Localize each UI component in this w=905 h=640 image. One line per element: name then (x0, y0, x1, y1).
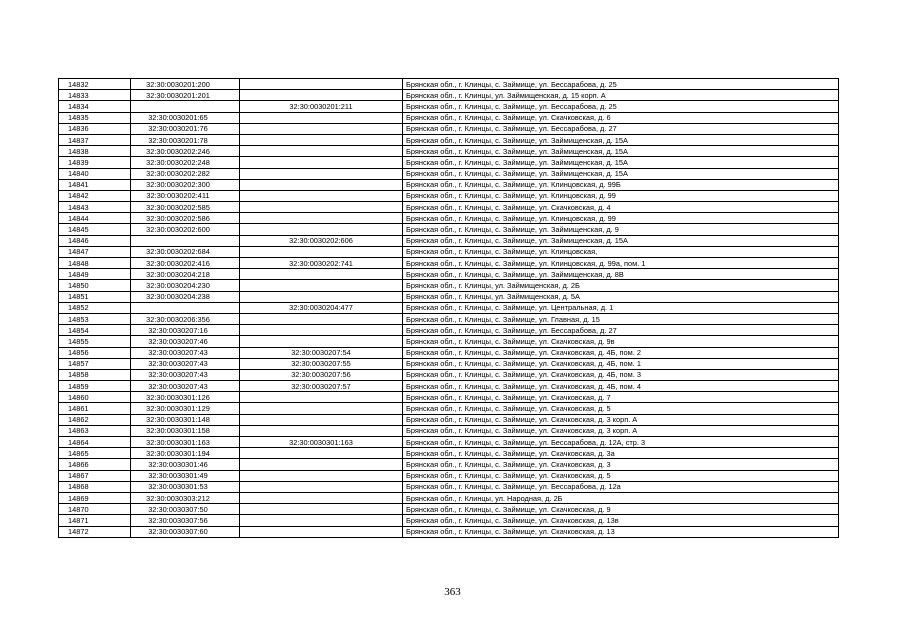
row-number-cell: 14838 (59, 146, 131, 157)
row-number-cell: 14865 (59, 448, 131, 459)
row-number-cell: 14835 (59, 112, 131, 123)
table-row (59, 392, 839, 403)
address-cell: Брянская обл., г. Клинцы, с. Займище, ул. Бессарабова, д. 25 (403, 101, 839, 112)
row-number-cell: 14840 (59, 168, 131, 179)
address-cell: Брянская обл., г. Клинцы, ул. Займищенская, д. 15 корп. А (403, 90, 839, 101)
row-number-cell: 14867 (59, 470, 131, 481)
row-number-cell: 14834 (59, 101, 131, 112)
secondary-cadastral-number-cell (240, 325, 403, 336)
table-row (59, 459, 839, 470)
registry-table-body (59, 79, 839, 538)
table-row (59, 492, 839, 503)
secondary-cadastral-number-cell (240, 459, 403, 470)
address-cell: Брянская обл., г. Клинцы, с. Займище, ул. Скачковская, д. 6 (403, 112, 839, 123)
secondary-cadastral-number-cell (240, 481, 403, 492)
secondary-cadastral-number-cell (240, 90, 403, 101)
table-row (59, 123, 839, 134)
cadastral-number-cell (131, 101, 240, 112)
table-row (59, 425, 839, 436)
secondary-cadastral-number-cell (240, 246, 403, 257)
address-cell: Брянская обл., г. Клинцы, с. Займище, ул. Скачковская, д. 9 (403, 504, 839, 515)
secondary-cadastral-number-cell (240, 504, 403, 515)
secondary-cadastral-number-cell: 32:30:0030202:741 (240, 258, 403, 269)
cadastral-number-cell: 32:30:0030202:586 (131, 213, 240, 224)
row-number-cell: 14861 (59, 403, 131, 414)
table-row (59, 235, 839, 246)
table-row (59, 515, 839, 526)
row-number-cell: 14849 (59, 269, 131, 280)
address-cell: Брянская обл., г. Клинцы, с. Займище, ул. Главная, д. 15 (403, 313, 839, 324)
address-cell: Брянская обл., г. Клинцы, с. Займище, ул. Займищенская, д. 15А (403, 134, 839, 145)
cadastral-number-cell: 32:30:0030204:218 (131, 269, 240, 280)
table-row (59, 381, 839, 392)
cadastral-number-cell: 32:30:0030201:76 (131, 123, 240, 134)
row-number-cell: 14833 (59, 90, 131, 101)
row-number-cell: 14855 (59, 336, 131, 347)
table-row (59, 280, 839, 291)
table-row (59, 504, 839, 515)
cadastral-number-cell: 32:30:0030204:238 (131, 291, 240, 302)
cadastral-number-cell: 32:30:0030202:300 (131, 179, 240, 190)
table-row (59, 358, 839, 369)
address-cell: Брянская обл., г. Клинцы, с. Займище, ул. Скачковская, д. 4Б, пом. 3 (403, 369, 839, 380)
cadastral-number-cell: 32:30:0030202:600 (131, 224, 240, 235)
address-cell: Брянская обл., г. Клинцы, с. Займище, ул. Скачковская, д. 3а (403, 448, 839, 459)
cadastral-number-cell: 32:30:0030303:212 (131, 492, 240, 503)
table-row (59, 146, 839, 157)
row-number-cell: 14863 (59, 425, 131, 436)
address-cell: Брянская обл., г. Клинцы, с. Займище, ул. Скачковская, д. 5 (403, 403, 839, 414)
row-number-cell: 14837 (59, 134, 131, 145)
table-row (59, 347, 839, 358)
cadastral-number-cell: 32:30:0030207:46 (131, 336, 240, 347)
cadastral-number-cell: 32:30:0030307:50 (131, 504, 240, 515)
row-number-cell: 14859 (59, 381, 131, 392)
address-cell: Брянская обл., г. Клинцы, с. Займище, ул. Бессарабова, д. 27 (403, 123, 839, 134)
address-cell: Брянская обл., г. Клинцы, с. Займище, ул. Клинцовская, д. 99а, пом. 1 (403, 258, 839, 269)
cadastral-number-cell: 32:30:0030201:78 (131, 134, 240, 145)
cadastral-number-cell: 32:30:0030301:53 (131, 481, 240, 492)
row-number-cell: 14854 (59, 325, 131, 336)
cadastral-number-cell: 32:30:0030307:60 (131, 526, 240, 537)
secondary-cadastral-number-cell (240, 313, 403, 324)
table-row (59, 79, 839, 90)
address-cell: Брянская обл., г. Клинцы, с. Займище, ул. Бессарабова, д. 12а (403, 481, 839, 492)
cadastral-number-cell: 32:30:0030301:194 (131, 448, 240, 459)
address-cell: Брянская обл., г. Клинцы, с. Займище, ул. Скачковская, д. 3 (403, 459, 839, 470)
row-number-cell: 14850 (59, 280, 131, 291)
table-row (59, 134, 839, 145)
secondary-cadastral-number-cell (240, 168, 403, 179)
secondary-cadastral-number-cell (240, 392, 403, 403)
cadastral-number-cell: 32:30:0030301:129 (131, 403, 240, 414)
table-row (59, 313, 839, 324)
secondary-cadastral-number-cell (240, 123, 403, 134)
secondary-cadastral-number-cell: 32:30:0030207:55 (240, 358, 403, 369)
table-row (59, 481, 839, 492)
address-cell: Брянская обл., г. Клинцы, с. Займище, ул. Займищенская, д. 9 (403, 224, 839, 235)
secondary-cadastral-number-cell (240, 112, 403, 123)
table-row (59, 269, 839, 280)
secondary-cadastral-number-cell (240, 146, 403, 157)
cadastral-number-cell: 32:30:0030202:585 (131, 202, 240, 213)
table-row (59, 179, 839, 190)
row-number-cell: 14851 (59, 291, 131, 302)
cadastral-number-cell (131, 302, 240, 313)
secondary-cadastral-number-cell (240, 448, 403, 459)
secondary-cadastral-number-cell (240, 202, 403, 213)
address-cell: Брянская обл., г. Клинцы, с. Займище, ул. Займищенская, д. 8В (403, 269, 839, 280)
address-cell: Брянская обл., г. Клинцы, с. Займище, ул. Скачковская, д. 4 (403, 202, 839, 213)
table-row (59, 470, 839, 481)
table-row (59, 403, 839, 414)
table-row (59, 369, 839, 380)
table-row (59, 90, 839, 101)
secondary-cadastral-number-cell (240, 269, 403, 280)
cadastral-number-cell: 32:30:0030207:43 (131, 358, 240, 369)
table-row (59, 414, 839, 425)
address-cell: Брянская обл., г. Клинцы, с. Займище, ул. Клинцовская, д. 99 (403, 213, 839, 224)
secondary-cadastral-number-cell: 32:30:0030207:54 (240, 347, 403, 358)
row-number-cell: 14872 (59, 526, 131, 537)
cadastral-number-cell: 32:30:0030301:46 (131, 459, 240, 470)
row-number-cell: 14856 (59, 347, 131, 358)
address-cell: Брянская обл., г. Клинцы, ул. Займищенская, д. 5А (403, 291, 839, 302)
cadastral-number-cell: 32:30:0030201:200 (131, 79, 240, 90)
page-number: 363 (444, 586, 461, 598)
secondary-cadastral-number-cell (240, 470, 403, 481)
secondary-cadastral-number-cell: 32:30:0030207:56 (240, 369, 403, 380)
cadastral-number-cell: 32:30:0030202:282 (131, 168, 240, 179)
address-cell: Брянская обл., г. Клинцы, с. Займище, ул. Скачковская, д. 13в (403, 515, 839, 526)
cadastral-number-cell: 32:30:0030204:230 (131, 280, 240, 291)
address-cell: Брянская обл., г. Клинцы, с. Займище, ул. Скачковская, д. 5 (403, 470, 839, 481)
secondary-cadastral-number-cell (240, 190, 403, 201)
table-row (59, 246, 839, 257)
secondary-cadastral-number-cell (240, 291, 403, 302)
table-row (59, 157, 839, 168)
row-number-cell: 14848 (59, 258, 131, 269)
table-row (59, 101, 839, 112)
row-number-cell: 14869 (59, 492, 131, 503)
table-row (59, 258, 839, 269)
address-cell: Брянская обл., г. Клинцы, с. Займище, ул. Бессарабова, д. 25 (403, 79, 839, 90)
registry-table (58, 78, 839, 538)
secondary-cadastral-number-cell (240, 179, 403, 190)
row-number-cell: 14858 (59, 369, 131, 380)
table-row (59, 437, 839, 448)
address-cell: Брянская обл., г. Клинцы, с. Займище, ул. Займищенская, д. 15А (403, 235, 839, 246)
table-row (59, 336, 839, 347)
row-number-cell: 14843 (59, 202, 131, 213)
cadastral-number-cell: 32:30:0030206:356 (131, 313, 240, 324)
row-number-cell: 14839 (59, 157, 131, 168)
table-row (59, 112, 839, 123)
row-number-cell: 14868 (59, 481, 131, 492)
address-cell: Брянская обл., г. Клинцы, с. Займище, ул. Клинцовская, (403, 246, 839, 257)
row-number-cell: 14871 (59, 515, 131, 526)
cadastral-number-cell: 32:30:0030301:158 (131, 425, 240, 436)
address-cell: Брянская обл., г. Клинцы, с. Займище, ул. Клинцовская, д. 99Б (403, 179, 839, 190)
address-cell: Брянская обл., г. Клинцы, с. Займище, ул. Скачковская, д. 7 (403, 392, 839, 403)
secondary-cadastral-number-cell (240, 79, 403, 90)
table-row (59, 291, 839, 302)
cadastral-number-cell: 32:30:0030202:411 (131, 190, 240, 201)
row-number-cell: 14832 (59, 79, 131, 90)
row-number-cell: 14841 (59, 179, 131, 190)
secondary-cadastral-number-cell (240, 213, 403, 224)
address-cell: Брянская обл., г. Клинцы, с. Займище, ул. Скачковская, д. 13 (403, 526, 839, 537)
secondary-cadastral-number-cell (240, 492, 403, 503)
table-row (59, 168, 839, 179)
table-row (59, 213, 839, 224)
address-cell: Брянская обл., г. Клинцы, с. Займище, ул. Клинцовская, д. 99 (403, 190, 839, 201)
secondary-cadastral-number-cell (240, 425, 403, 436)
secondary-cadastral-number-cell: 32:30:0030202:606 (240, 235, 403, 246)
secondary-cadastral-number-cell: 32:30:0030207:57 (240, 381, 403, 392)
address-cell: Брянская обл., г. Клинцы, с. Займище, ул. Скачковская, д. 4Б, пом. 2 (403, 347, 839, 358)
table-row (59, 448, 839, 459)
cadastral-number-cell: 32:30:0030207:43 (131, 381, 240, 392)
secondary-cadastral-number-cell (240, 526, 403, 537)
address-cell: Брянская обл., г. Клинцы, с. Займище, ул. Бессарабова, д. 27 (403, 325, 839, 336)
secondary-cadastral-number-cell (240, 280, 403, 291)
row-number-cell: 14836 (59, 123, 131, 134)
cadastral-number-cell: 32:30:0030202:416 (131, 258, 240, 269)
row-number-cell: 14853 (59, 313, 131, 324)
cadastral-number-cell: 32:30:0030202:684 (131, 246, 240, 257)
address-cell: Брянская обл., г. Клинцы, с. Займище, ул. Займищенская, д. 15А (403, 168, 839, 179)
row-number-cell: 14844 (59, 213, 131, 224)
secondary-cadastral-number-cell (240, 403, 403, 414)
address-cell: Брянская обл., г. Клинцы, с. Займище, ул. Скачковская, д. 3 корп. А (403, 425, 839, 436)
cadastral-number-cell: 32:30:0030201:65 (131, 112, 240, 123)
secondary-cadastral-number-cell: 32:30:0030201:211 (240, 101, 403, 112)
table-row (59, 325, 839, 336)
secondary-cadastral-number-cell (240, 157, 403, 168)
cadastral-number-cell: 32:30:0030301:49 (131, 470, 240, 481)
secondary-cadastral-number-cell (240, 336, 403, 347)
cadastral-number-cell: 32:30:0030307:56 (131, 515, 240, 526)
cadastral-number-cell: 32:30:0030301:148 (131, 414, 240, 425)
row-number-cell: 14845 (59, 224, 131, 235)
address-cell: Брянская обл., г. Клинцы, ул. Народная, д. 2Б (403, 492, 839, 503)
cadastral-number-cell: 32:30:0030201:201 (131, 90, 240, 101)
row-number-cell: 14847 (59, 246, 131, 257)
address-cell: Брянская обл., г. Клинцы, с. Займище, ул. Займищенская, д. 15А (403, 146, 839, 157)
row-number-cell: 14870 (59, 504, 131, 515)
table-row (59, 190, 839, 201)
address-cell: Брянская обл., г. Клинцы, ул. Займищенская, д. 2Б (403, 280, 839, 291)
cadastral-number-cell: 32:30:0030207:43 (131, 369, 240, 380)
row-number-cell: 14864 (59, 437, 131, 448)
address-cell: Брянская обл., г. Клинцы, с. Займище, ул. Бессарабова, д. 12А, стр. 3 (403, 437, 839, 448)
row-number-cell: 14862 (59, 414, 131, 425)
address-cell: Брянская обл., г. Клинцы, с. Займище, ул. Скачковская, д. 9в (403, 336, 839, 347)
table-row (59, 224, 839, 235)
table-row (59, 526, 839, 537)
row-number-cell: 14842 (59, 190, 131, 201)
row-number-cell: 14860 (59, 392, 131, 403)
cadastral-number-cell: 32:30:0030301:126 (131, 392, 240, 403)
table-row (59, 302, 839, 313)
row-number-cell: 14857 (59, 358, 131, 369)
row-number-cell: 14846 (59, 235, 131, 246)
cadastral-number-cell: 32:30:0030301:163 (131, 437, 240, 448)
secondary-cadastral-number-cell (240, 414, 403, 425)
cadastral-number-cell: 32:30:0030207:43 (131, 347, 240, 358)
address-cell: Брянская обл., г. Клинцы, с. Займище, ул. Скачковская, д. 3 корп. А (403, 414, 839, 425)
cadastral-number-cell (131, 235, 240, 246)
secondary-cadastral-number-cell: 32:30:0030301:163 (240, 437, 403, 448)
cadastral-number-cell: 32:30:0030202:248 (131, 157, 240, 168)
address-cell: Брянская обл., г. Клинцы, с. Займище, ул. Займищенская, д. 15А (403, 157, 839, 168)
address-cell: Брянская обл., г. Клинцы, с. Займище, ул. Скачковская, д. 4Б, пом. 1 (403, 358, 839, 369)
secondary-cadastral-number-cell: 32:30:0030204:477 (240, 302, 403, 313)
cadastral-number-cell: 32:30:0030202:246 (131, 146, 240, 157)
row-number-cell: 14852 (59, 302, 131, 313)
cadastral-number-cell: 32:30:0030207:16 (131, 325, 240, 336)
secondary-cadastral-number-cell (240, 134, 403, 145)
table-row (59, 202, 839, 213)
secondary-cadastral-number-cell (240, 515, 403, 526)
row-number-cell: 14866 (59, 459, 131, 470)
address-cell: Брянская обл., г. Клинцы, с. Займище, ул. Центральная, д. 1 (403, 302, 839, 313)
secondary-cadastral-number-cell (240, 224, 403, 235)
address-cell: Брянская обл., г. Клинцы, с. Займище, ул. Скачковская, д. 4Б, пом. 4 (403, 381, 839, 392)
